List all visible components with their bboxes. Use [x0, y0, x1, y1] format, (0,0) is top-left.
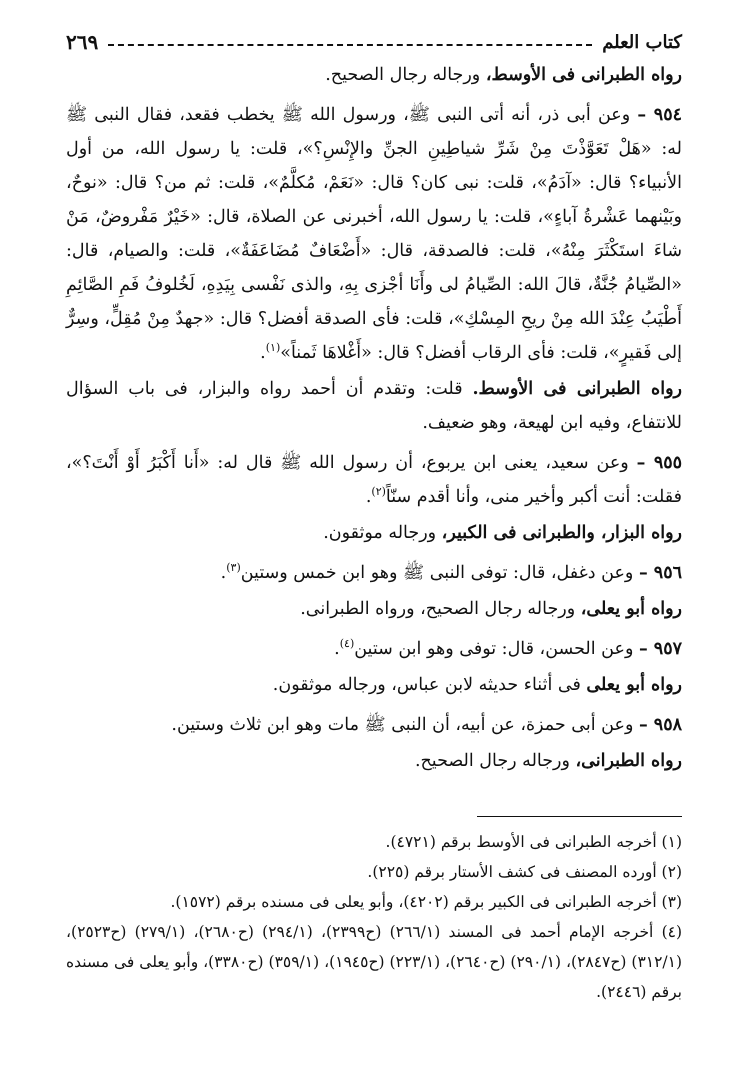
hadith-number: ٩٥٤ –	[637, 105, 682, 125]
source-note: رواه الطبرانى فى الأوسط، ورجاله رجال الصحيح.	[325, 65, 682, 85]
footnote: (٢) أورده المصنف فى كشف الأستار برقم (٢٢٥).	[367, 863, 682, 881]
footnote-ref[interactable]: (٢)	[371, 485, 386, 499]
running-header	[66, 28, 682, 56]
hadith-number: ٩٥٥ –	[636, 453, 683, 473]
source-note: رواه الطبرانى فى الأوسط. قلت: وتقدم أن أحمد رواه والبزار، فى باب السؤال للانتفاع، وفيه ابن لهيعة، وهو ضعيف.	[66, 379, 682, 433]
hadith-number: ٩٥٧ –	[638, 639, 682, 659]
header-rule	[108, 44, 592, 46]
source-note: رواه الطبرانى، ورجاله رجال الصحيح.	[414, 751, 682, 771]
footnote-separator	[477, 816, 682, 817]
hadith-number: ٩٥٨ –	[638, 715, 682, 735]
footnote-ref[interactable]: (٣)	[226, 561, 241, 575]
hadith-956: ٩٥٦ – وعن دغفل، قال: توفى النبى ﷺ وهو ابن خمس وستين$^{(٣)}$.	[220, 561, 682, 583]
footnote-ref[interactable]: (١)	[265, 341, 281, 355]
hadith-957: ٩٥٧ – وعن الحسن، قال: توفى وهو ابن ستين$^{(٤)}$.	[334, 637, 682, 659]
source-note: رواه أبو يعلى، ورجاله رجال الصحيح، ورواه الطبرانى.	[300, 599, 682, 619]
hadith-955: ٩٥٥ – وعن سعيد، يعنى ابن يربوع، أن رسول الله ﷺ قال له: «أَنا أَكْبَرُ أَوْ أَنْتَ؟»، فقلت: أنت أكبر وأخير منى، وأنا أقدم سنّاً$^{(٢)}$.	[66, 453, 683, 507]
hadith-958: ٩٥٨ – وعن أبى حمزة، عن أبيه، أن النبى ﷺ مات وهو ابن ثلاث وستين.	[171, 715, 682, 735]
footnote: (٤) أخرجه الإمام أحمد فى المسند (٢٦٦/١) (ح٢٣٩٩)، (٢٩٤/١) (ح٢٦٨٠)، (٢٧٩/١) (ح٢٥٢٣)، (٣١٢/١) (ح٢٨٤٧)، (٢٩٠/١) (ح٢٦٤٠)، (٢٢٣/١) (ح١٩٤٥)، (٣٥٩/١) (ح٣٣٨٠)، وأبو يعلى فى مسنده برقم (٢٤٤٦).	[66, 923, 683, 1001]
hadith-954: ٩٥٤ – وعن أبى ذر، أنه أتى النبى ﷺ، ورسول الله ﷺ يخطب فقعد، فقال النبى ﷺ له: «هَلْ تَعَوَّذْتَ مِنْ شَرِّ شياطِينِ الجنِّ والإِنْسِ؟»، قلت: يا رسول الله، من أول الأنبياء؟ قال: «آدَمُ»، قلت: نبى كان؟ قال: «نَعَمْ، مُكلَّمٌ»، قلت: ثم من؟ قال: «نوحٌ، وبَيْنهما عَشْرةُ آباءٍ»، قلت: يا رسول الله، أخبرنى عن الصلاة، قال: «خَيْرٌ مَفْروضٌ، مَنْ شاءَ استَكْثَرَ مِنْهُ»، قلت: فالصدقة، قال: «أَضْعَافٌ مُضَاعَفَةٌ»، قلت: والصيام، قال: «الصِّيامُ جُنَّةٌ، قالَ الله: الصِّيامُ لى وأَنَا أجْزى بِهِ، والذى نَفْسى بِيَدِهِ، لَخُلوفُ فَمِ الصَّائِمِ أَطْيَبُ عِنْدَ الله مِنْ ريحِ المِسْكِ»، قلت: فأى الصدقة أفضل؟ قال: «جهدٌ مِنْ مُقِلٍّ، وسِرٌّ إلى فَقيرٍ»، قلت: فأى الرقاب أفضل؟ قال: «أَغْلاهَا ثَمناً»$^{(١)}$.	[66, 105, 682, 363]
footnote: (١) أخرجه الطبرانى فى الأوسط برقم (٤٧٢١).	[385, 833, 682, 851]
source-note: رواه أبو يعلى فى أثناء حديثه لابن عباس، ورجاله موثقون.	[272, 675, 682, 695]
source-note: رواه البزار، والطبرانى فى الكبير، ورجاله موثقون.	[323, 523, 682, 543]
footnote-ref[interactable]: (٤)	[339, 637, 355, 651]
footnote: (٣) أخرجه الطبرانى فى الكبير برقم (٤٢٠٢)، وأبو يعلى فى مسنده برقم (١٥٧٢).	[170, 893, 682, 911]
page-number: ٢٦٩	[66, 30, 99, 54]
chapter-title: كتاب العلم	[602, 31, 682, 53]
hadith-number: ٩٥٦ –	[638, 563, 682, 583]
